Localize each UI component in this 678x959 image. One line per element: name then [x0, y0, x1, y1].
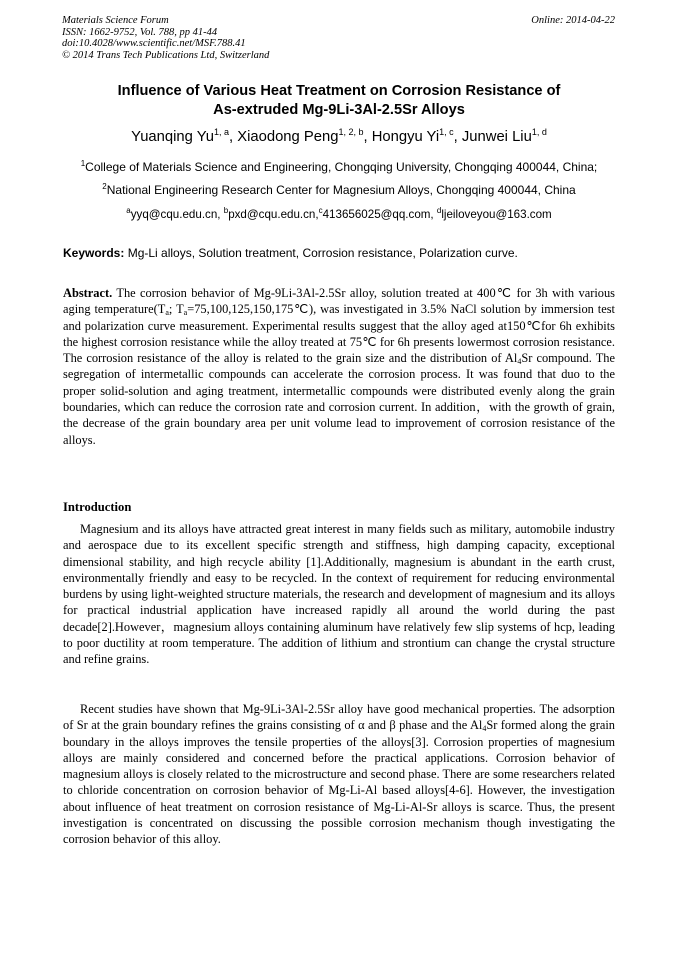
publication-header [62, 15, 269, 61]
abstract-text: ; T [168, 302, 184, 317]
author-separator: , [363, 129, 372, 145]
title-line-1: Influence of Various Heat Treatment on Corrosion Resistance of [117, 83, 561, 99]
subscript: a [165, 308, 169, 318]
intro-paragraph-2 [63, 701, 615, 847]
journal-name: Materials Science Forum [62, 15, 169, 26]
email-mark: b [223, 206, 229, 215]
author-affil-mark: 1, a [213, 127, 229, 137]
affiliation-text: National Engineering Research Center for Magnesium Alloys, Chongqing 400044, China [106, 183, 576, 197]
author-separator: , [229, 129, 238, 145]
abstract-text: Sr compound. The segregation of intermetallic compounds can accelerate the corrosion process. It was found that duo to the proper solid-solution and aging treatment, intermetallic compounds were distributed evenly along the grain boundaries, which can reduce the corrosion rate and corrosion current. In addition，with the growth of grain, the decrease of the grain boundary area per unit volume lead to improvement of corrosion resistance of the alloys. [63, 351, 615, 447]
email-list [40, 207, 638, 222]
paragraph-text: Sr formed along the grain boundary in the alloys improves the tensile properties of the alloys[3]. Corrosion properties of magnesium alloys are mainly considered and concerned before the practical applications. Corrosion behavior of magnesium alloys is closely related to the microstructure and second phase. There are some researchers related to chloride concentration on corrosion behavior of Mg-Li-Al based alloys[4-6]. However, the investigation about influence of heat treatment on corrosion resistance of Mg-Li-Al-Sr alloys is scarce. Thus, the present investigation is concentrated on discussing the possible corrosion mechanism though investigating the corrosion behavior of this alloy. [63, 718, 615, 846]
email-address: yyq@cqu.edu.cn, [130, 208, 224, 221]
email-mark: a [126, 206, 131, 215]
intro-paragraph-1: Magnesium and its alloys have attracted great interest in many fields such as military, automobile industry and aerospace due to its excellent specific strength and stiffness, high damping capacity, exceptional dimensional stability, and high recycle ability [1].Additionally, magnesium is abundant in the earth crust, environmentally friendly and easy to be recycled. In the context of requirement for reducing environmental burdens by using light-weighted structure materials, the research and development of magnesium and its alloys for practical industrial application have increased rapidly all around the world during the past decade[2].However，magnesium alloys containing aluminum have relatively few slip systems of hcp, leading to poor ductility at room temperature. The addition of lithium and strontium can change the crystal structure and refine grains. [63, 522, 615, 666]
section-heading-introduction: Introduction [63, 500, 132, 514]
abstract-label: Abstract. [63, 286, 113, 300]
paper-title [60, 82, 618, 119]
affiliation-1 [40, 160, 638, 175]
email-mark: c [318, 206, 323, 215]
affiliation-2 [40, 183, 638, 198]
subscript: 4 [517, 357, 522, 367]
abstract-text: =75,100,125,150,175℃), was investigated in 3.5% NaCl solution by immersion test and polarization curve measurement. Experimental results suggest that the alloy aged at150℃for 6h exhibits the highest corrosion resistance while the alloy treated at 75℃ for 6h presents lowermost corrosion resistance. The corrosion resistance of the alloy is related to the grain size and the distribution of Al [63, 302, 615, 366]
author-list [60, 127, 618, 147]
title-line-2: As-extruded Mg-9Li-3Al-2.5Sr Alloys [213, 101, 465, 118]
author-affil-mark: 1, c [439, 127, 454, 137]
email-mark: d [436, 206, 442, 215]
abstract [63, 285, 615, 448]
online-date: Online: 2014-04-22 [531, 15, 615, 26]
email-address: 413656025@qq.com, [322, 208, 437, 221]
author-affil-mark: 1, 2, b [338, 127, 364, 137]
paragraph-text: Recent studies have shown that Mg-9Li-3Al-2.5Sr alloy have good mechanical properties. The adsorption of Sr at the grain boundary refines the grains consisting of α and β phase and the Al [63, 702, 615, 733]
email-address: pxd@cqu.edu.cn, [228, 208, 319, 221]
affiliation-mark: 2 [102, 182, 107, 191]
copyright-line: © 2014 Trans Tech Publications Ltd, Switzerland [62, 49, 270, 61]
abstract-text: The corrosion behavior of Mg-9Li-3Al-2.5Sr alloy, solution treated at 400℃ for 3h with various aging temperature(T [63, 286, 615, 317]
author-affil-mark: 1, d [531, 127, 547, 137]
author-separator: , [453, 129, 462, 145]
subscript: 4 [482, 724, 487, 734]
issn-line: ISSN: 1662-9752, Vol. 788, pp 41-44 [62, 26, 218, 38]
email-address: ljeiloveyou@163.com [441, 208, 552, 221]
keywords-label: Keywords: [63, 246, 125, 260]
author-name: Xiaodong Peng [237, 129, 339, 145]
keywords [63, 246, 615, 261]
doi-line: doi:10.4028/www.scientific.net/MSF.788.41 [62, 38, 246, 49]
author-name: Junwei Liu [461, 129, 532, 145]
author-name: Yuanqing Yu [131, 129, 214, 145]
affiliation-mark: 1 [80, 159, 86, 168]
subscript: a [183, 308, 188, 318]
affiliation-text: College of Materials Science and Engineering, Chongqing University, Chongqing 400044, China; [85, 160, 598, 174]
keywords-text: Mg-Li alloys, Solution treatment, Corrosion resistance, Polarization curve. [124, 246, 518, 260]
author-name: Hongyu Yi [371, 129, 440, 145]
